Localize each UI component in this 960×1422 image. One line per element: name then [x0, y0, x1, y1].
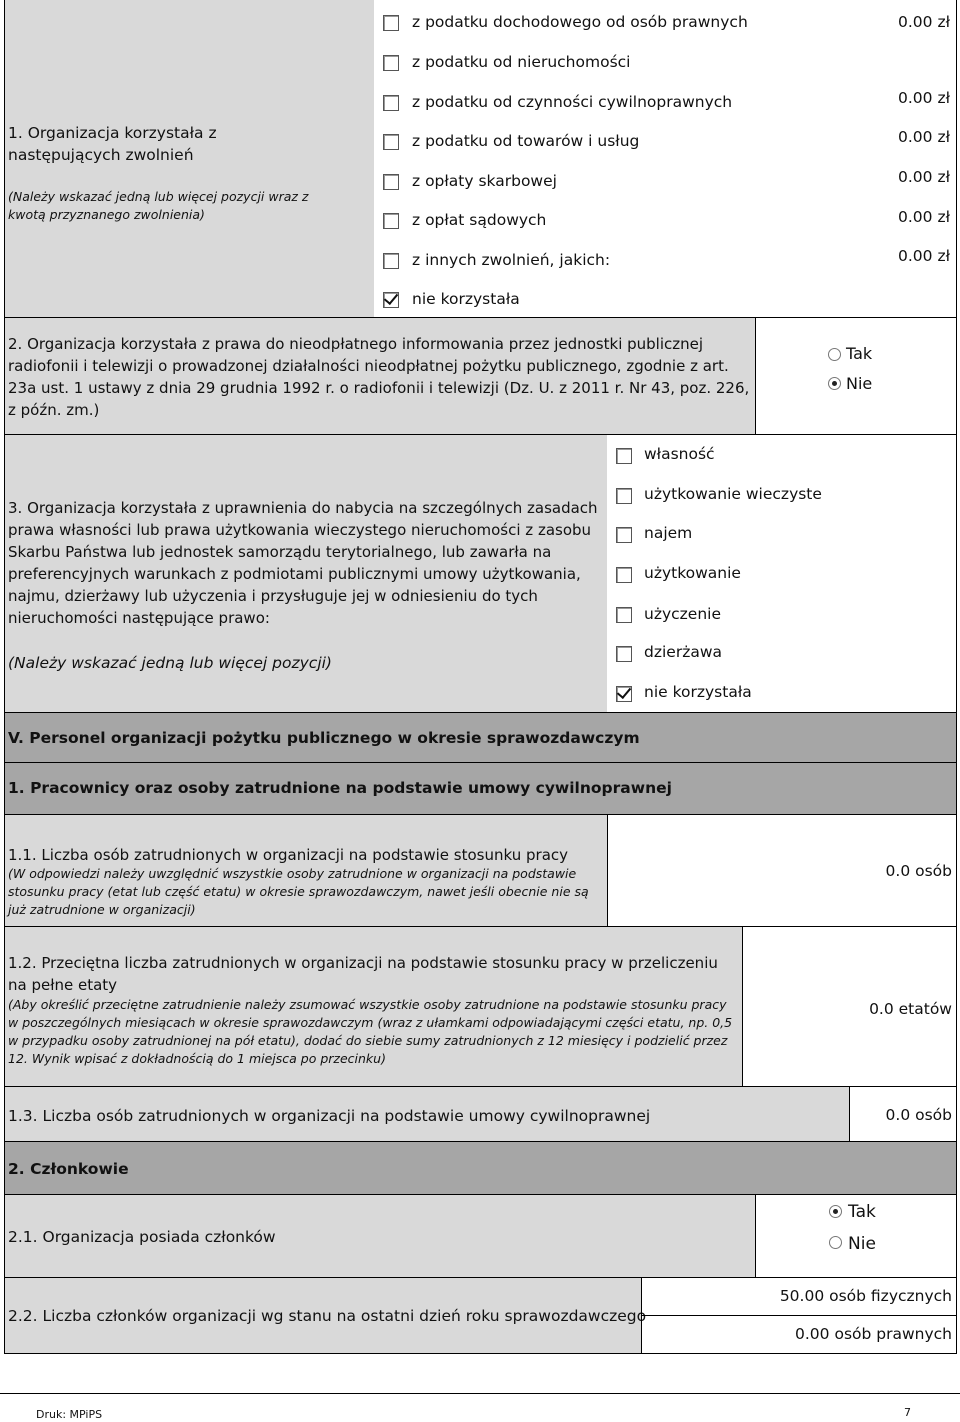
property-label-1: użytkowanie wieczyste — [644, 485, 822, 503]
property-checkbox-5[interactable] — [616, 646, 632, 662]
exemption-amount-4[interactable]: 0.00 zł — [898, 168, 950, 186]
footer-print-label: Druk: MPiPS — [36, 1408, 103, 1421]
exemption-checkbox-4[interactable] — [383, 174, 399, 190]
exemption-checkbox-2[interactable] — [383, 95, 399, 111]
q21-question: 2.1. Organizacja posiada członków — [8, 1228, 276, 1246]
exemption-checkbox-1[interactable] — [383, 55, 399, 71]
exemption-label-3: z podatku od towarów i usług — [412, 132, 640, 150]
property-label-none: nie korzystała — [644, 683, 752, 701]
property-note: (Należy wskazać jedną lub więcej pozycji) — [8, 654, 332, 672]
q22-value-legal-persons[interactable]: 0.00 osób prawnych — [795, 1325, 952, 1343]
exemption-checkbox-0[interactable] — [383, 15, 399, 31]
exemption-label-1: z podatku od nieruchomości — [412, 53, 631, 71]
exemption-checkbox-none[interactable] — [383, 292, 399, 308]
radio-question: 2. Organizacja korzystała z prawa do nieodpłatnego informowania przez jednostki publicznej radiofonii i telewizji o prowadzonej działalności nieodpłatnej pożytku publicznego, zgodnie z art. 23a ust. 1 ustawy z dnia 29 grudnia 1992 r. o radiofonii i telewizji (Dz. U. z 2011 r. Nr 43, poz. 226, z późn. zm.) — [8, 335, 750, 419]
q13-value[interactable]: 0.0 osób — [885, 1106, 952, 1124]
footer-divider — [0, 1393, 960, 1394]
exemptions-options-cell — [374, 0, 957, 318]
q13-question: 1.3. Liczba osób zatrudnionych w organizacji na podstawie umowy cywilnoprawnej — [8, 1107, 651, 1125]
q22-value-natural-persons[interactable]: 50.00 osób fizycznych — [779, 1287, 952, 1305]
footer-page-number: 7 — [904, 1406, 911, 1419]
exemptions-question: 1. Organizacja korzystała z następujących zwolnień — [8, 124, 217, 164]
property-checkbox-0[interactable] — [616, 448, 632, 464]
exemption-checkbox-5[interactable] — [383, 213, 399, 229]
exemption-label-none: nie korzystała — [412, 290, 520, 308]
property-checkbox-none[interactable] — [616, 686, 632, 702]
property-label-3: użytkowanie — [644, 564, 741, 582]
property-label-2: najem — [644, 524, 693, 542]
q21-radio-no[interactable] — [829, 1236, 842, 1249]
exemption-checkbox-6[interactable] — [383, 253, 399, 269]
exemption-label-5: z opłat sądowych — [412, 211, 547, 229]
exemption-amount-0[interactable]: 0.00 zł — [898, 13, 950, 31]
property-label-4: użyczenie — [644, 605, 721, 623]
subsection-2-title: 2. Członkowie — [8, 1160, 129, 1178]
exemption-label-2: z podatku od czynności cywilnoprawnych — [412, 93, 733, 111]
q11-value[interactable]: 0.0 osób — [885, 862, 952, 880]
exemption-amount-5[interactable]: 0.00 zł — [898, 208, 950, 226]
radio-yes-label: Tak — [846, 344, 873, 363]
property-checkbox-2[interactable] — [616, 527, 632, 543]
exemption-label-4: z opłaty skarbowej — [412, 172, 557, 190]
q11-question: 1.1. Liczba osób zatrudnionych w organizacji na podstawie stosunku pracy — [8, 846, 569, 864]
exemption-label-0: z podatku dochodowego od osób prawnych — [412, 13, 748, 31]
q21-radio-yes[interactable] — [829, 1205, 842, 1218]
radio-no-label: Nie — [846, 374, 873, 393]
exemption-checkbox-3[interactable] — [383, 134, 399, 150]
property-label-0: własność — [644, 445, 715, 463]
q12-question: 1.2. Przeciętna liczba zatrudnionych w organizacji na podstawie stosunku pracy w przeliczeniu na pełne etaty — [8, 954, 718, 994]
exemption-label-6: z innych zwolnień, jakich: — [412, 251, 611, 269]
q12-value[interactable]: 0.0 etatów — [869, 1000, 952, 1018]
subsection-2-header — [4, 1142, 957, 1195]
property-checkbox-3[interactable] — [616, 567, 632, 583]
property-label-5: dzierżawa — [644, 643, 722, 661]
exemption-amount-2[interactable]: 0.00 zł — [898, 89, 950, 107]
exemptions-note: (Należy wskazać jedną lub więcej pozycji wraz z kwotą przyznanego zwolnienia) — [8, 189, 309, 222]
q21-yes-label: Tak — [848, 1202, 876, 1222]
q21-no-label: Nie — [848, 1234, 876, 1254]
property-checkbox-1[interactable] — [616, 488, 632, 504]
exemption-amount-6[interactable]: 0.00 zł — [898, 247, 950, 265]
q22-question: 2.2. Liczba członków organizacji wg stanu na ostatni dzień roku sprawozdawczego — [8, 1307, 647, 1325]
section-v-title: V. Personel organizacji pożytku publicznego w okresie sprawozdawczym — [8, 729, 640, 747]
property-checkbox-4[interactable] — [616, 607, 632, 623]
radio-yes[interactable] — [828, 348, 841, 361]
radio-no[interactable] — [828, 377, 841, 390]
subsection-1-title: 1. Pracownicy oraz osoby zatrudnione na podstawie umowy cywilnoprawnej — [8, 779, 672, 797]
property-question: 3. Organizacja korzystała z uprawnienia do nabycia na szczególnych zasadach prawa własności lub prawa użytkowania wieczystego nieruchomości z zasobu Skarbu Państwa lub jednostek samorządu terytorialnego, lub zawarła na preferencyjnych warunkach z podmiotami publicznymi umowy użytkowania, najmu, dzierżawy lub użyczenia i przysługuje jej w odniesieniu do tych nieruchomości następujące prawo: — [8, 499, 598, 627]
exemption-amount-3[interactable]: 0.00 zł — [898, 128, 950, 146]
q12-note: (Aby określić przeciętne zatrudnienie należy zsumować wszystkie osoby zatrudnione na podstawie stosunku pracy w poszczególnych miesiącach w okresie sprawozdawczym (wraz z ułamkami odpowiadającymi części etatu, np. 0,5 w przypadku osoby zatrudnionej na pół etatu), dodać do siebie sumy zatrudnionych z 12 miesięcy i podzielić przez 12. Wynik wpisać z dokładnością do 1 miejsca po przecinku) — [8, 997, 733, 1066]
q11-note: (W odpowiedzi należy uwzględnić wszystkie osoby zatrudnione w organizacji na podstawie stosunku pracy (etat lub część etatu) w okresie sprawozdawczym, nawet jeśli obecnie nie są już zatrudnione w organizacji) — [8, 866, 589, 917]
